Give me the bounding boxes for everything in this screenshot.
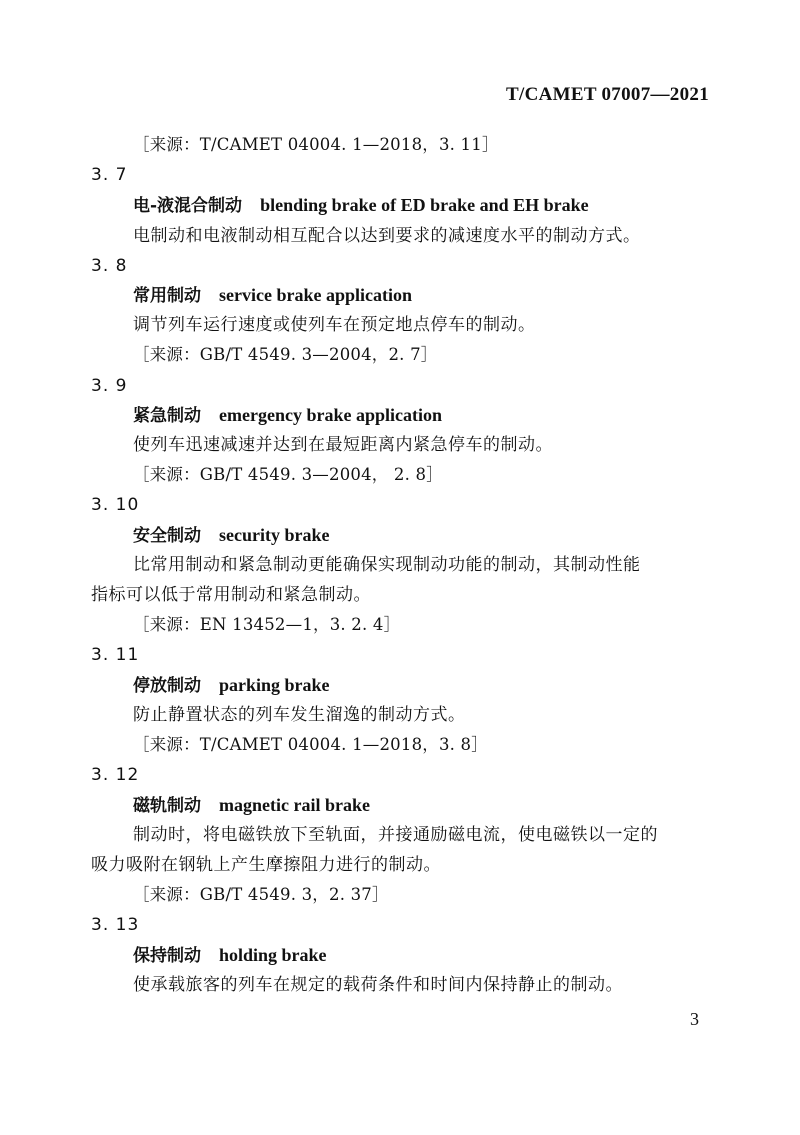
term-definition: 防止静置状态的列车发生溜逸的制动方式。 — [133, 705, 466, 725]
term-zh: 常用制动 — [133, 286, 201, 306]
term-definition: 调节列车运行速度或使列车在预定地点停车的制动。 — [133, 315, 536, 335]
term-heading — [133, 193, 589, 218]
term-en: service brake application — [219, 285, 412, 305]
term-en: holding brake — [219, 945, 327, 965]
source-citation: ［来源：T/CAMET 04004. 1—2018，3. 8］ — [133, 735, 488, 754]
term-heading — [133, 943, 327, 968]
term-heading — [133, 673, 330, 698]
term-definition-continued: 指标可以低于常用制动和紧急制动。 — [91, 585, 371, 605]
term-zh: 停放制动 — [133, 676, 201, 696]
term-heading — [133, 283, 412, 308]
term-en: emergency brake application — [219, 405, 442, 425]
clause-number: 3. 11 — [91, 645, 140, 665]
source-citation: ［来源：GB/T 4549. 3—2004， 2. 8］ — [133, 465, 443, 484]
term-definition: 比常用制动和紧急制动更能确保实现制动功能的制动，其制动性能 — [133, 555, 641, 575]
standard-code-header: T/CAMET 07007—2021 — [506, 84, 709, 105]
term-zh: 紧急制动 — [133, 406, 201, 426]
term-zh: 磁轨制动 — [133, 796, 201, 816]
term-definition: 使列车迅速减速并达到在最短距离内紧急停车的制动。 — [133, 435, 553, 455]
source-citation: ［来源：GB/T 4549. 3，2. 37］ — [133, 885, 389, 904]
term-definition: 电制动和电液制动相互配合以达到要求的减速度水平的制动方式。 — [133, 226, 641, 246]
term-heading — [133, 793, 370, 818]
term-zh: 安全制动 — [133, 526, 201, 546]
source-citation: ［来源：T/CAMET 04004. 1—2018，3. 11］ — [133, 135, 499, 154]
clause-number: 3. 10 — [91, 495, 140, 515]
clause-number: 3. 12 — [91, 765, 140, 785]
source-citation: ［来源：GB/T 4549. 3—2004，2. 7］ — [133, 345, 438, 364]
term-en: parking brake — [219, 675, 330, 695]
term-definition-continued: 吸力吸附在钢轨上产生摩擦阻力进行的制动。 — [91, 855, 441, 875]
clause-number: 3. 13 — [91, 915, 140, 935]
term-heading — [133, 523, 329, 548]
term-en: magnetic rail brake — [219, 795, 370, 815]
term-heading — [133, 403, 442, 428]
term-en: blending brake of ED brake and EH brake — [260, 195, 589, 215]
clause-number: 3. 9 — [91, 376, 128, 396]
source-citation: ［来源：EN 13452—1，3. 2. 4］ — [133, 615, 401, 634]
term-zh: 电-液混合制动 — [133, 196, 243, 216]
term-zh: 保持制动 — [133, 946, 201, 966]
term-en: security brake — [219, 525, 330, 545]
term-definition: 使承载旅客的列车在规定的载荷条件和时间内保持静止的制动。 — [133, 975, 623, 995]
page-number: 3 — [690, 1009, 699, 1029]
clause-number: 3. 8 — [91, 256, 128, 276]
clause-number: 3. 7 — [91, 165, 128, 185]
term-definition: 制动时，将电磁铁放下至轨面，并接通励磁电流，使电磁铁以一定的 — [133, 825, 658, 845]
